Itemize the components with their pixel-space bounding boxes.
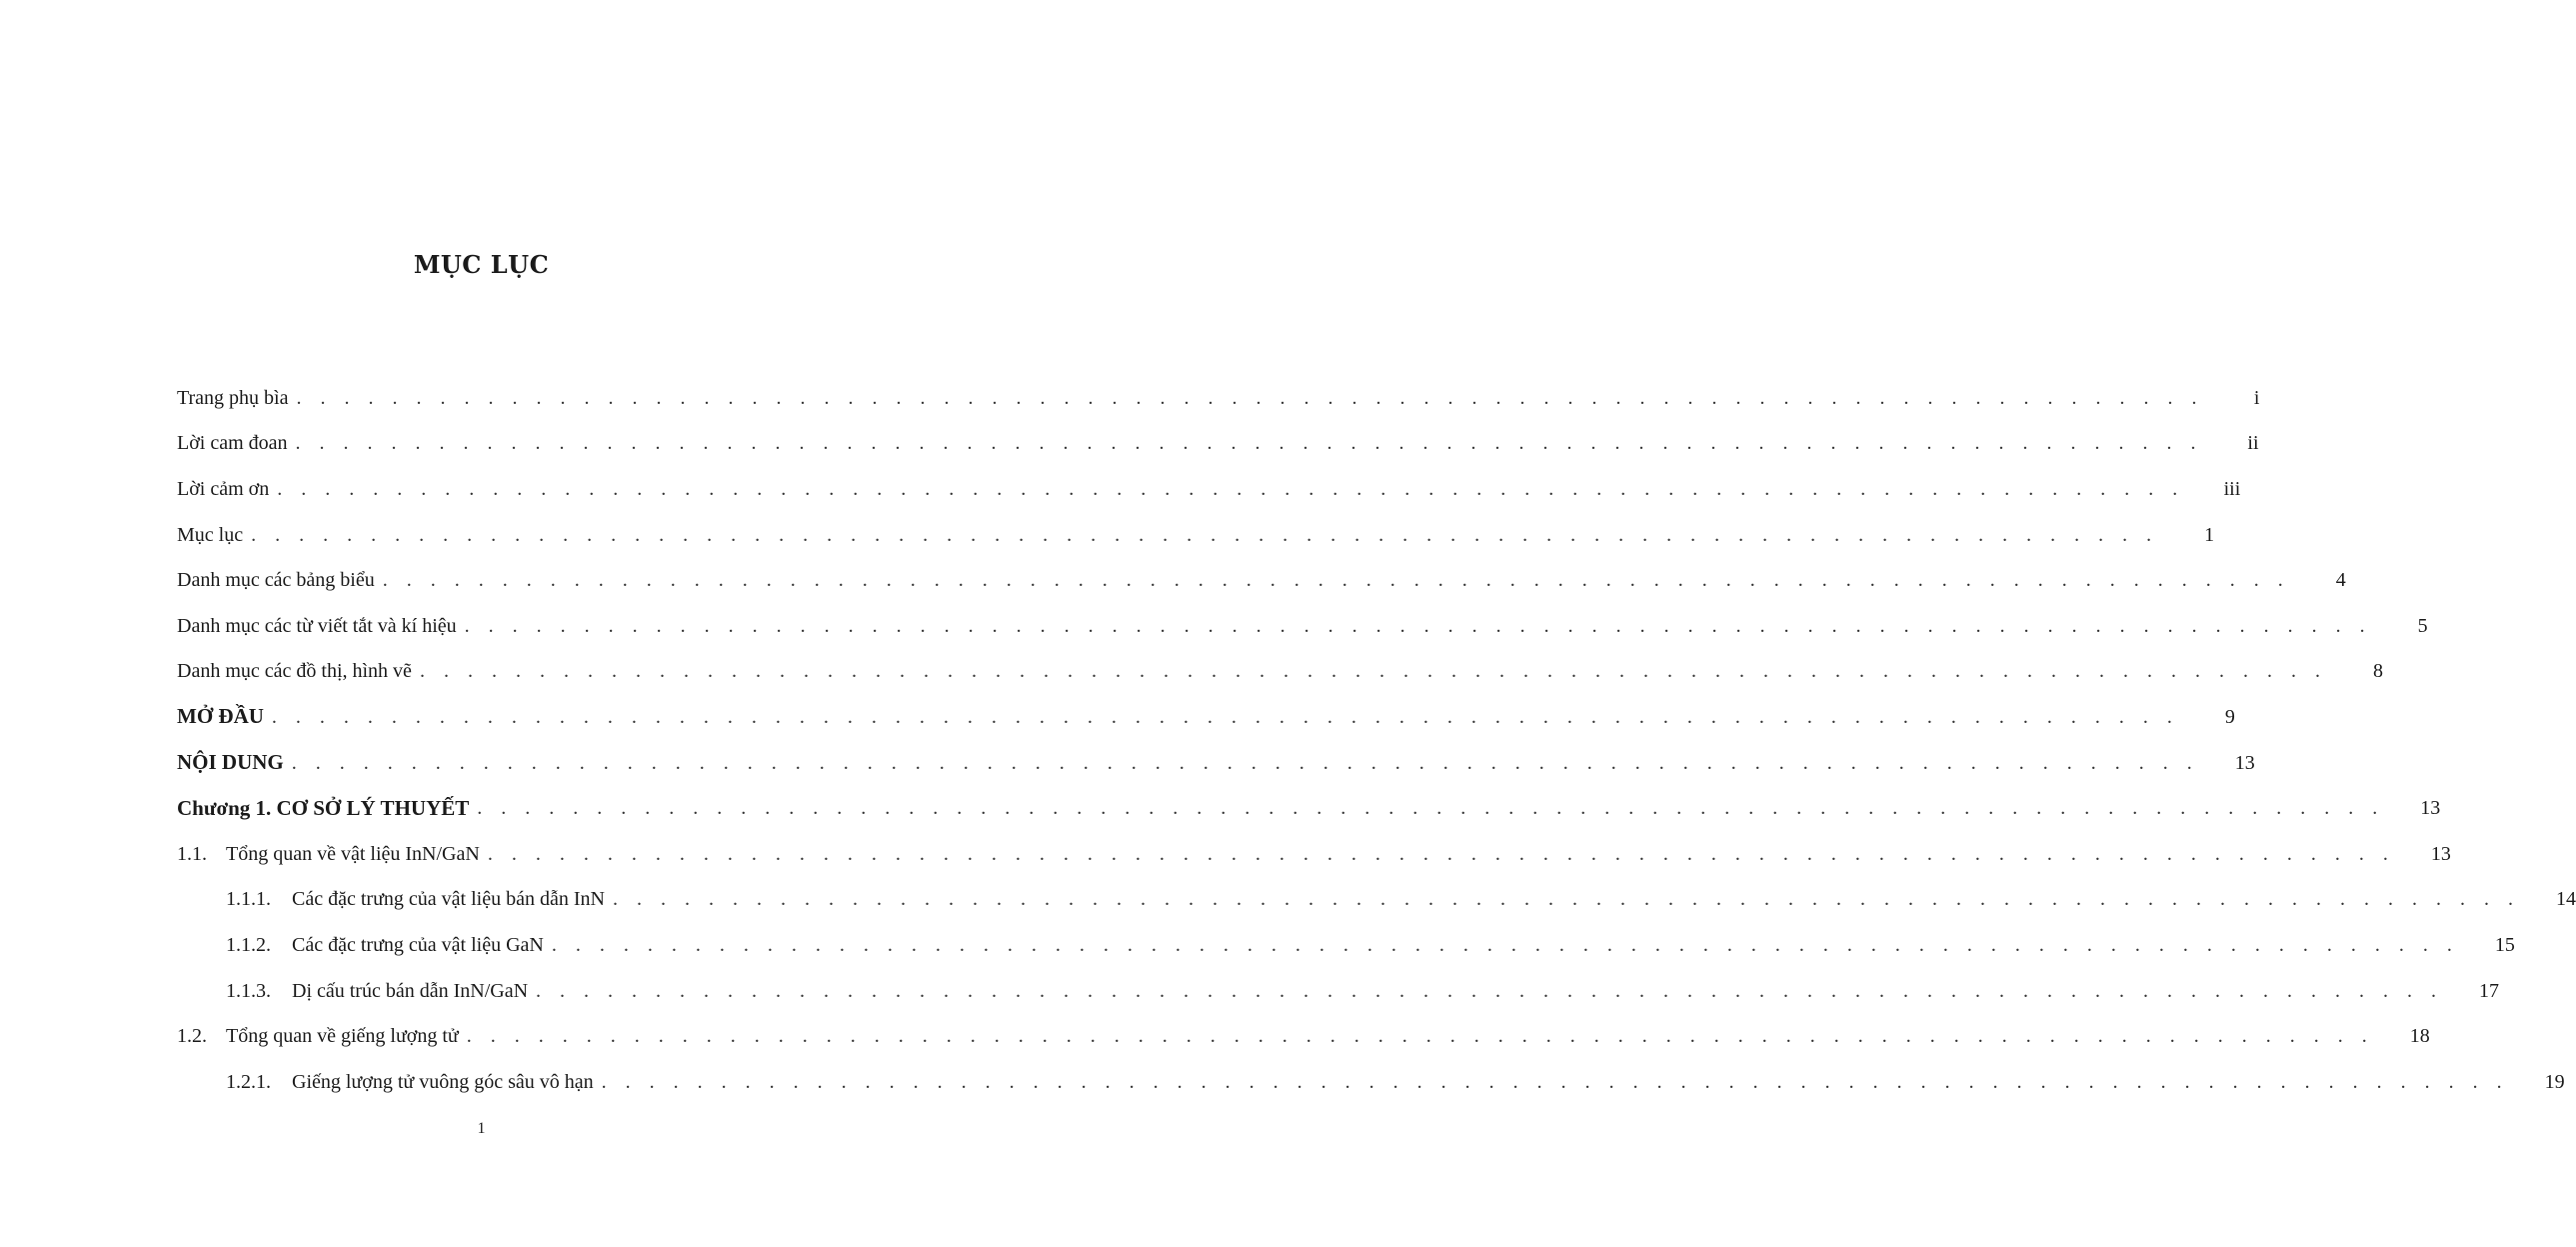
toc-entry-label: Danh mục các đồ thị, hình vẽ: [177, 660, 412, 683]
toc-entry-page: 19: [2544, 1070, 2565, 1093]
toc-entry-page: 8: [2372, 660, 2383, 683]
toc-entry-number: 1.1.: [177, 842, 207, 865]
toc-entry-label: Danh mục các từ viết tắt và kí hiệu: [177, 614, 457, 637]
toc-entry[interactable]: [177, 512, 2215, 558]
toc-entry-label: MỞ ĐẦU: [177, 704, 264, 729]
toc-dot-leader: . . . . . . . . . . . . . . . . . . . . . . . . . . . . . . . . . . . . . . . . . . . . . . . . . . . . . . . . . . . . . . . . . . . . . . . . . . . . . . . .: [296, 386, 2204, 409]
toc-entry[interactable]: [177, 922, 2515, 968]
toc-dot-leader: . . . . . . . . . . . . . . . . . . . . . . . . . . . . . . . . . . . . . . . . . . . . . . . . . . . . . . . . . . . . . . . . . . . . . . . . . . . . . . . .: [477, 797, 2385, 820]
toc-entry[interactable]: [177, 557, 2346, 603]
toc-entry[interactable]: [177, 649, 2383, 695]
toc-dot-leader: . . . . . . . . . . . . . . . . . . . . . . . . . . . . . . . . . . . . . . . . . . . . . . . . . . . . . . . . . . . . . . . . . . . . . . . . . . . . . . . .: [464, 614, 2372, 637]
page-title: MỤC LỤC: [413, 250, 550, 279]
toc-entry-page: 14: [2555, 888, 2576, 911]
toc-dot-leader: . . . . . . . . . . . . . . . . . . . . . . . . . . . . . . . . . . . . . . . . . . . . . . . . . . . . . . . . . . . . . . . . . . . . . . . . . . . . . . . .: [466, 1025, 2374, 1048]
toc-entry-page: 13: [2430, 842, 2451, 865]
toc-entry-page: 13: [2234, 751, 2255, 774]
toc-entry[interactable]: [177, 694, 2235, 740]
toc-entry-number: 1.1.2.: [226, 933, 271, 956]
toc-entry-label: Chương 1. CƠ SỞ LÝ THUYẾT: [177, 795, 470, 820]
toc-entry[interactable]: [177, 877, 2576, 923]
toc-dot-leader: . . . . . . . . . . . . . . . . . . . . . . . . . . . . . . . . . . . . . . . . . . . . . . . . . . . . . . . . . . . . . . . . . . . . . . . . . . . . . . . .: [271, 705, 2179, 728]
toc-entry-label: Tổng quan về vật liệu InN/GaN: [226, 842, 480, 865]
toc-entry-page: 15: [2494, 933, 2515, 956]
toc-dot-leader: . . . . . . . . . . . . . . . . . . . . . . . . . . . . . . . . . . . . . . . . . . . . . . . . . . . . . . . . . . . . . . . . . . . . . . . . . . . . . . . .: [601, 1070, 2509, 1093]
toc-entry-number: 1.1.1.: [226, 888, 271, 911]
toc-entry[interactable]: [177, 831, 2451, 877]
toc-entry-label: Mục lục: [177, 523, 244, 546]
toc-entry-label: Các đặc trưng của vật liệu bán dẫn InN: [292, 888, 605, 911]
toc-entry-label: Lời cam đoan: [177, 432, 288, 455]
toc-entry-page: 13: [2420, 797, 2441, 820]
toc-entry[interactable]: [177, 1013, 2430, 1059]
toc-entry[interactable]: [177, 740, 2255, 786]
toc-entry-page: i: [2253, 386, 2260, 409]
toc-entry-label: Danh mục các bảng biểu: [177, 569, 375, 592]
toc-entry-label: Trang phụ bìa: [177, 386, 289, 409]
page-number: 1: [477, 1120, 486, 1137]
toc-dot-leader: . . . . . . . . . . . . . . . . . . . . . . . . . . . . . . . . . . . . . . . . . . . . . . . . . . . . . . . . . . . . . . . . . . . . . . . . . . . . . . . .: [295, 432, 2203, 455]
toc-dot-leader: . . . . . . . . . . . . . . . . . . . . . . . . . . . . . . . . . . . . . . . . . . . . . . . . . . . . . . . . . . . . . . . . . . . . . . . . . . . . . . . .: [251, 523, 2159, 546]
toc-entry[interactable]: [177, 785, 2441, 831]
toc-entry-label: Dị cấu trúc bán dẫn InN/GaN: [292, 979, 529, 1002]
toc-entry[interactable]: [177, 603, 2428, 649]
toc-dot-leader: . . . . . . . . . . . . . . . . . . . . . . . . . . . . . . . . . . . . . . . . . . . . . . . . . . . . . . . . . . . . . . . . . . . . . . . . . . . . . . . .: [419, 660, 2327, 683]
toc-entry-label: Tổng quan về giếng lượng tử: [226, 1025, 459, 1048]
toc-entry-label: Các đặc trưng của vật liệu GaN: [292, 933, 544, 956]
toc-entry-number: 1.2.: [177, 1025, 207, 1048]
toc-entry-page: iii: [2223, 477, 2241, 500]
toc-dot-leader: . . . . . . . . . . . . . . . . . . . . . . . . . . . . . . . . . . . . . . . . . . . . . . . . . . . . . . . . . . . . . . . . . . . . . . . . . . . . . . . .: [536, 979, 2444, 1002]
toc-entry-label: NỘI DUNG: [177, 750, 284, 775]
toc-entry-page: 17: [2479, 979, 2500, 1002]
toc-entry-page: 9: [2224, 705, 2235, 728]
toc-entry-label: Giếng lượng tử vuông góc sâu vô hạn: [292, 1070, 594, 1093]
toc-entry-page: 1: [2204, 523, 2215, 546]
toc-entry-page: ii: [2247, 432, 2259, 455]
toc-entry[interactable]: [177, 466, 2241, 512]
toc-entry-number: 1.1.3.: [226, 979, 271, 1002]
toc-dot-leader: . . . . . . . . . . . . . . . . . . . . . . . . . . . . . . . . . . . . . . . . . . . . . . . . . . . . . . . . . . . . . . . . . . . . . . . . . . . . . . . .: [291, 751, 2199, 774]
toc-entry[interactable]: [177, 375, 2260, 421]
toc-dot-leader: . . . . . . . . . . . . . . . . . . . . . . . . . . . . . . . . . . . . . . . . . . . . . . . . . . . . . . . . . . . . . . . . . . . . . . . . . . . . . . . .: [487, 842, 2395, 865]
toc-entry-page: 5: [2417, 614, 2428, 637]
toc-entry-page: 18: [2409, 1025, 2430, 1048]
toc-entry[interactable]: [177, 421, 2259, 467]
toc-dot-leader: . . . . . . . . . . . . . . . . . . . . . . . . . . . . . . . . . . . . . . . . . . . . . . . . . . . . . . . . . . . . . . . . . . . . . . . . . . . . . . . .: [277, 477, 2185, 500]
toc-entry[interactable]: [177, 968, 2500, 1014]
toc-entry-number: 1.2.1.: [226, 1070, 271, 1093]
toc-entry[interactable]: [177, 1059, 2565, 1105]
toc-entry-label: Lời cảm ơn: [177, 477, 270, 500]
table-of-contents: [177, 375, 2576, 1105]
toc-entry-page: 4: [2335, 569, 2346, 592]
toc-dot-leader: . . . . . . . . . . . . . . . . . . . . . . . . . . . . . . . . . . . . . . . . . . . . . . . . . . . . . . . . . . . . . . . . . . . . . . . . . . . . . . . .: [382, 569, 2290, 592]
toc-dot-leader: . . . . . . . . . . . . . . . . . . . . . . . . . . . . . . . . . . . . . . . . . . . . . . . . . . . . . . . . . . . . . . . . . . . . . . . . . . . . . . . .: [551, 933, 2459, 956]
toc-dot-leader: . . . . . . . . . . . . . . . . . . . . . . . . . . . . . . . . . . . . . . . . . . . . . . . . . . . . . . . . . . . . . . . . . . . . . . . . . . . . . . . .: [612, 888, 2520, 911]
